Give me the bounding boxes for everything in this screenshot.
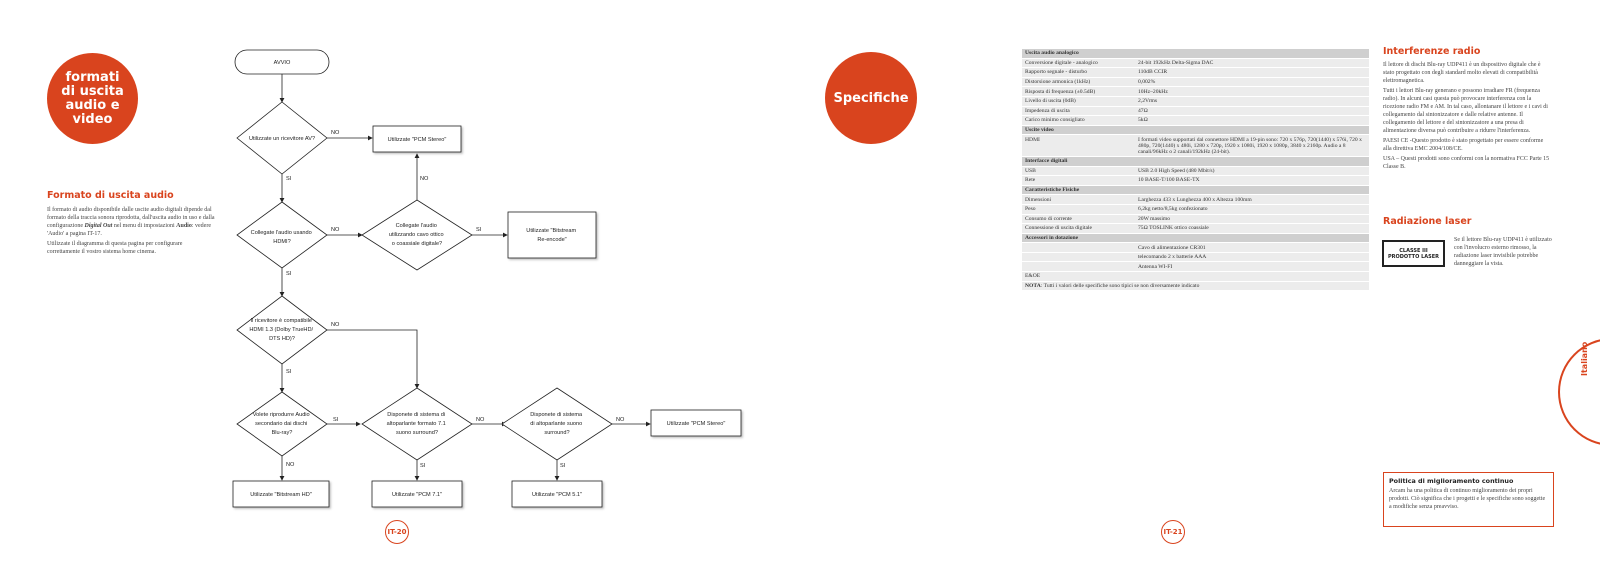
flow-q5-label: Volete riprodurre Audio secondario dai dischi Blu-ray? xyxy=(252,412,310,436)
spec-label: Peso xyxy=(1022,204,1135,214)
audio-format-para2: Utilizzate il diagramma di questa pagina per configurare correttamente il vostro sistema home cinema. xyxy=(47,241,183,255)
spec-row xyxy=(1022,214,1369,224)
spec-label: Distorsione armonica (1kHz) xyxy=(1022,77,1135,87)
policy-title: Politica di miglioramento continuo xyxy=(1389,477,1514,485)
label-q4-no: NO xyxy=(331,322,340,328)
spec-value: 24-bit 192kHz Delta-Sigma DAC xyxy=(1135,58,1369,68)
right-page-title-circle xyxy=(825,52,917,144)
interference-p3: PAESI CE -Questo prodotto è stato progettato per essere conforme alla direttiva EMC 2004/108/CE. xyxy=(1383,138,1544,152)
spec-note-label: NOTA xyxy=(1025,282,1041,289)
spec-value xyxy=(1135,272,1369,282)
spec-label: E&OE xyxy=(1022,272,1135,282)
spec-row xyxy=(1022,272,1369,282)
right-page-number: IT-21 xyxy=(1161,520,1185,544)
spec-value: 75Ω TOSLINK ottico coassiale xyxy=(1135,224,1369,234)
spec-value: 5kΩ xyxy=(1135,116,1369,126)
spec-row xyxy=(1022,166,1369,176)
spec-section-header xyxy=(1022,125,1369,135)
flow-result-bitstream-hd-label: Utilizzate "Bitstream HD" xyxy=(250,492,312,498)
laser-text: Se il lettore Blu-ray UDP411 è utilizzato con l'involucro esterno rimosso, la radiazione laser invisibile potrebbe danneggiare la vista. xyxy=(1454,237,1552,267)
language-tab-label: Italiano xyxy=(1580,341,1589,376)
label-q3-no: NO xyxy=(420,176,429,182)
label-q5-yes: SI xyxy=(333,417,339,423)
spec-value: telecomando 2 x batterie AAA xyxy=(1135,252,1369,262)
flow-result-pcm-stereo-2-label: Utilizzate "PCM Stereo" xyxy=(666,421,726,427)
label-q1-yes: SI xyxy=(286,176,292,182)
flow-q1-label: Utilizzate un ricevitore AV? xyxy=(248,136,316,142)
flow-q4-label: Il ricevitore è compatibile HDMI 1.3 (Dolby TrueHD/ DTS HD)? xyxy=(249,318,314,342)
spec-row xyxy=(1022,224,1369,234)
spec-row xyxy=(1022,262,1369,272)
flow-result-bitstream-reencode-label: Utilizzate "Bitstream Re-encode" xyxy=(526,228,577,243)
spec-label xyxy=(1022,262,1135,272)
laser-badge-line1: CLASSE III xyxy=(1399,247,1428,254)
audio-format-heading: Formato di uscita audio xyxy=(47,190,174,201)
flow-result-pcm-stereo-label: Utilizzate "PCM Stereo" xyxy=(387,137,447,143)
spec-label: Consumo di corrente xyxy=(1022,214,1135,224)
spec-section-header xyxy=(1022,49,1369,58)
spec-value: 47Ω xyxy=(1135,106,1369,116)
spec-row xyxy=(1022,176,1369,186)
spec-row xyxy=(1022,116,1369,126)
spec-label: Carico minimo consigliato xyxy=(1022,116,1135,126)
policy-box xyxy=(1383,472,1554,527)
spec-row xyxy=(1022,77,1369,87)
spec-row xyxy=(1022,204,1369,214)
laser-heading: Radiazione laser xyxy=(1383,216,1472,227)
spec-value: 20W massimo xyxy=(1135,214,1369,224)
spec-row xyxy=(1022,243,1369,253)
label-q3-yes: SI xyxy=(476,227,482,233)
flow-result-pcm51-label: Utilizzate "PCM 5.1" xyxy=(532,492,582,498)
interference-p4: USA – Questi prodotti sono conformi con la normativa FCC Parte 15 Classe B. xyxy=(1383,156,1550,170)
spec-section-label: Uscite video xyxy=(1022,125,1369,135)
interference-p2: Tutti i lettori Blu-ray generano e possono irradiare FR (frequenza radio). In alcuni casi questa può provocare interferenza con la ricezione radio FM e AM. In tal caso, allontanare il lettore e i cavi di collegamento dal sintonizzatore e dalle relative antenne. Il collegamento del lettore e del sintonizzatore a una presa di alimentazione diversa può contribuire a ridurre l'interferenza. xyxy=(1383,88,1548,134)
spec-label xyxy=(1022,252,1135,262)
spec-value: I formati video supportati dal connettore HDMI a 19-pin sono: 720 x 576p, 720(1440) x 576i, 720 x 480p, 720(1440) x 480i, 1280 x 720p, 1920 x 1080i, 1920 x 1080p, 3840 x 2160p. Audio a 8 canali/96kHz o 2 canali/192kHz (24-bit). xyxy=(1135,135,1369,157)
spec-row xyxy=(1022,135,1369,157)
spec-value: Antenna WI-FI xyxy=(1135,262,1369,272)
spec-value: Cavo di alimentazione CR301 xyxy=(1135,243,1369,253)
flow-result-bitstream-reencode xyxy=(508,212,596,258)
interference-p1: Il lettore di dischi Blu-ray UDP411 è un dispositivo digitale che è stato progettato con degli standard molto elevati di compatibilità elettromagnetica. xyxy=(1383,62,1541,84)
para1-audio: Audio xyxy=(176,223,192,229)
para1-part-e: : vedere 'Audio' a pagina IT-17. xyxy=(47,223,211,237)
spec-value: 0,002% xyxy=(1135,77,1369,87)
spec-section-header xyxy=(1022,156,1369,166)
label-q7-no: NO xyxy=(616,417,625,423)
interference-text xyxy=(1383,61,1553,171)
label-q5-no: NO xyxy=(286,462,295,468)
spec-table xyxy=(1022,49,1369,291)
flow-q6-label: Disponete di sistema di altoparlante formato 7.1 suono surround? xyxy=(386,412,446,436)
laser-class-badge xyxy=(1382,240,1445,267)
spec-row xyxy=(1022,58,1369,68)
spec-section-header xyxy=(1022,233,1369,243)
para1-digital-out: Digital Out xyxy=(84,223,113,229)
left-page-number: IT-20 xyxy=(385,520,409,544)
spec-value: USB 2.0 High Speed (480 Mbit/s) xyxy=(1135,166,1369,176)
left-page-title: formati di uscita audio e video xyxy=(61,69,124,127)
right-page-title: Specifiche xyxy=(833,90,909,106)
label-q1-no: NO xyxy=(331,130,340,136)
language-tab xyxy=(1558,338,1600,446)
label-q2-no: NO xyxy=(331,227,340,233)
spec-section-label: Accessori in dotazione xyxy=(1022,233,1369,243)
spec-value: 10 BASE-T/100 BASE-TX xyxy=(1135,176,1369,186)
para1-part-a: Il formato di audio disponibile dalle uscite audio digitali dipende dal formato della traccia sonora riprodotta, dall'uscita audio in uso e dalla configurazione xyxy=(47,207,215,229)
spec-row xyxy=(1022,68,1369,78)
spec-label: Connessione di uscita digitale xyxy=(1022,224,1135,234)
spec-value: 2,2Vrms xyxy=(1135,96,1369,106)
spec-label: Dimensioni xyxy=(1022,195,1135,205)
label-q2-yes: SI xyxy=(286,271,292,277)
laser-badge-text xyxy=(1388,248,1439,260)
spec-label: Rete xyxy=(1022,176,1135,186)
spec-value: 110dB CCIR xyxy=(1135,68,1369,78)
spec-row xyxy=(1022,106,1369,116)
label-q6-yes: SI xyxy=(420,463,426,469)
line-q4-no xyxy=(327,330,417,388)
label-q7-yes: SI xyxy=(560,463,566,469)
label-q6-no: NO xyxy=(476,417,485,423)
spec-label: HDMI xyxy=(1022,135,1135,157)
spec-row xyxy=(1022,87,1369,97)
spec-label xyxy=(1022,243,1135,253)
spec-section-label: Uscita audio analogico xyxy=(1022,49,1369,58)
flow-result-pcm71-label: Utilizzate "PCM 7.1" xyxy=(392,492,442,498)
spec-label: Impedenza di uscita xyxy=(1022,106,1135,116)
spec-value: 10Hz–20kHz xyxy=(1135,87,1369,97)
laser-badge-line2: PRODOTTO LASER xyxy=(1387,253,1439,260)
spec-section-label: Interfacce digitali xyxy=(1022,156,1369,166)
spec-section-header xyxy=(1022,185,1369,195)
policy-text: Arcam ha una politica di continuo miglioramento dei propri prodotti. Ciò significa che i progetti e le specifiche sono soggette a modifiche senza preavviso. xyxy=(1389,488,1546,510)
spec-row xyxy=(1022,195,1369,205)
para1-part-c: nel menu di impostazioni xyxy=(112,223,177,229)
spec-label: Livello di uscita (0dB) xyxy=(1022,96,1135,106)
flow-start-label: AVVIO xyxy=(273,60,291,66)
spec-value: Larghezza 433 x Lunghezza 400 x Altezza 100mm xyxy=(1135,195,1369,205)
spec-note-text: : Tutti i valori delle specifiche sono tipici se non diversamente indicato xyxy=(1040,282,1200,289)
spec-section-label: Caratteristiche Fisiche xyxy=(1022,185,1369,195)
flow-q3-label: Collegate l'audio utilizzando cavo ottico o coassiale digitale? xyxy=(388,223,444,247)
spec-label: Rapporto segnale - disturbo xyxy=(1022,68,1135,78)
spec-label: USB xyxy=(1022,166,1135,176)
interference-heading: Interferenze radio xyxy=(1383,46,1481,57)
spec-note xyxy=(1022,281,1369,291)
spec-label: Conversione digitale - analogico xyxy=(1022,58,1135,68)
flow-q7-label: Disponete di sistema di altoparlante suono surround? xyxy=(530,412,583,436)
label-q4-yes: SI xyxy=(286,369,292,375)
flow-q2-label: Collegate l'audio usando HDMI? xyxy=(250,230,312,245)
spec-value: 6,2kg netto/8,5kg confezionato xyxy=(1135,204,1369,214)
spec-note-row xyxy=(1022,281,1369,291)
spec-row xyxy=(1022,96,1369,106)
spec-label: Risposta di frequenza (±0.5dB) xyxy=(1022,87,1135,97)
spec-row xyxy=(1022,252,1369,262)
